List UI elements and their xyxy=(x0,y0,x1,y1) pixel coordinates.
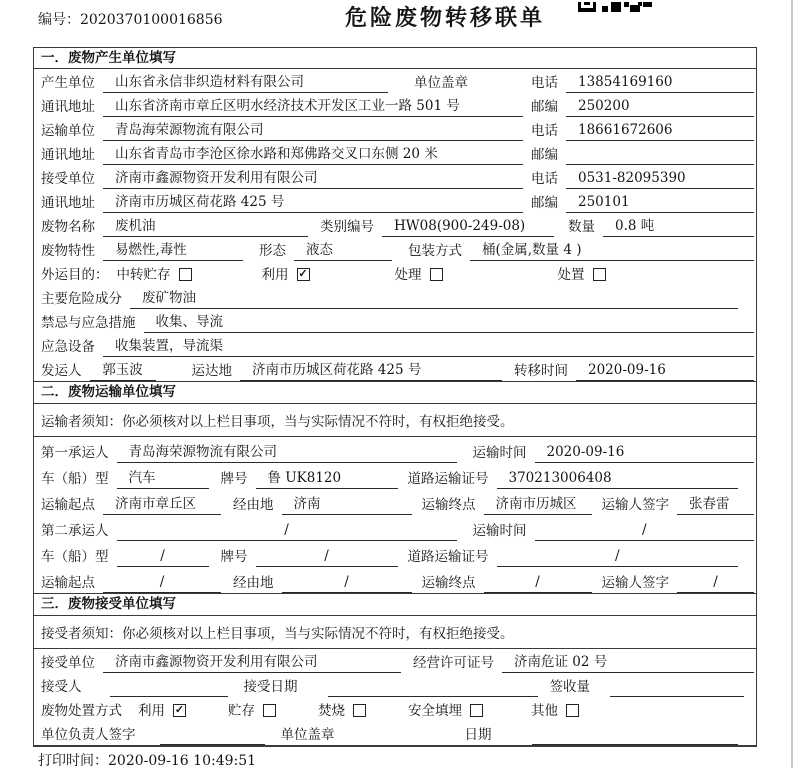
responsible-sign-value xyxy=(160,742,265,745)
signed-amount-label: 签收量 xyxy=(549,679,590,695)
manifest-form xyxy=(33,47,757,747)
emergency-equipment-row xyxy=(34,333,756,357)
form-value: 液态 xyxy=(294,238,392,261)
origin2-value: / xyxy=(103,574,221,593)
accept-date-label: 接受日期 xyxy=(243,679,298,695)
transport-time2-value: / xyxy=(535,522,755,541)
receiver-label: 接受单位 xyxy=(41,171,95,187)
first-carrier-row xyxy=(34,437,756,463)
category-code-label: 类别编号 xyxy=(320,219,374,235)
waste-character-label: 废物特性 xyxy=(41,243,95,259)
hazard-component-value: 废矿物油 xyxy=(130,286,738,309)
waste-character-row xyxy=(34,237,756,261)
road-permit1-value: 370213006408 xyxy=(497,470,739,489)
unit-seal2-label: 单位盖章 xyxy=(280,727,335,743)
shipper-row xyxy=(34,357,756,381)
disposal-incinerate-label: 焚烧 xyxy=(318,703,345,719)
waste-character-value: 易燃性,毒性 xyxy=(103,238,243,261)
emergency-equipment-label: 应急设备 xyxy=(41,339,95,355)
transport-time1-label: 运输时间 xyxy=(472,445,527,461)
hazard-component-row xyxy=(34,285,756,309)
origin1-label: 运输起点 xyxy=(41,497,95,513)
via2-value: / xyxy=(282,574,412,593)
accept-person-label: 接受人 xyxy=(41,679,82,695)
transporter-notice: 运输者须知：你必须核对以上栏目事项，当与实际情况不符时，有权拒绝接受。 xyxy=(34,404,756,437)
origin1-value: 济南市章丘区 xyxy=(103,492,221,515)
receiver-value: 济南市鑫源物资开发利用有限公司 xyxy=(103,166,523,189)
transporter-label: 运输单位 xyxy=(41,123,95,139)
packing-label: 包装方式 xyxy=(408,243,462,259)
origin2-label: 运输起点 xyxy=(41,575,95,591)
transport-time2-label: 运输时间 xyxy=(472,523,527,539)
destination-value: 济南市历城区荷花路 425 号 xyxy=(240,358,502,381)
section3-title: 三．废物接受单位填写 xyxy=(34,593,756,616)
end1-label: 运输终点 xyxy=(421,497,476,513)
second-carrier-value: / xyxy=(117,522,457,541)
transporter-row xyxy=(34,117,756,141)
plate2-label: 牌号 xyxy=(220,549,248,565)
taboo-measures-row xyxy=(34,309,756,333)
vehicle1-row xyxy=(34,463,756,489)
via1-value: 济南 xyxy=(282,492,412,515)
receiver-address-label: 通讯地址 xyxy=(41,195,95,211)
receiver-address-row xyxy=(34,189,756,213)
shipper-label: 发运人 xyxy=(41,363,82,379)
purpose-transfer-storage-checkbox xyxy=(179,268,192,281)
transporter-address-label: 通讯地址 xyxy=(41,147,95,163)
plate2-value: / xyxy=(256,548,398,567)
document-number xyxy=(38,9,223,29)
vehicle-type1-label: 车（船）型 xyxy=(41,471,109,487)
quantity-value: 0.8 吨 xyxy=(603,214,754,237)
transfer-time-value: 2020-09-16 xyxy=(576,362,754,381)
route2-row xyxy=(34,567,756,593)
emergency-equipment-value: 收集装置，导流渠 xyxy=(103,334,754,357)
quantity-label: 数量 xyxy=(568,219,595,235)
transporter-address-row xyxy=(34,141,756,165)
print-time xyxy=(38,750,256,768)
date-label: 日期 xyxy=(464,727,492,743)
carrier-sign1-value: 张春雷 xyxy=(677,492,754,515)
waste-name-value: 废机油 xyxy=(103,214,308,237)
carrier-sign2-label: 运输人签字 xyxy=(601,575,669,591)
license-label: 经营许可证号 xyxy=(413,655,494,671)
disposal-landfill-label: 安全填埋 xyxy=(408,703,462,719)
license-value: 济南危证 02 号 xyxy=(502,650,754,673)
taboo-measures-value: 收集、导流 xyxy=(144,310,755,333)
receiver-zip-value: 250101 xyxy=(566,194,754,213)
transporter-phone-label: 电话 xyxy=(531,123,558,139)
receiver-address-value: 济南市历城区荷花路 425 号 xyxy=(103,190,523,213)
receiver-phone-label: 电话 xyxy=(531,171,558,187)
responsible-sign-row xyxy=(34,721,756,745)
second-carrier-row xyxy=(34,515,756,541)
qr-code-icon xyxy=(578,0,652,16)
producer-zip-label: 邮编 xyxy=(531,99,558,115)
transporter-value: 青岛海荣源物流有限公司 xyxy=(103,118,523,141)
transport-time1-value: 2020-09-16 xyxy=(535,444,755,463)
purpose-dispose-checkbox xyxy=(593,268,606,281)
responsible-sign-label: 单位负责人签字 xyxy=(41,727,136,743)
hazard-component-label: 主要危险成分 xyxy=(41,291,122,307)
purpose-transfer-storage-label: 中转贮存 xyxy=(116,267,171,283)
date-value xyxy=(532,742,739,745)
vehicle-type2-label: 车（船）型 xyxy=(41,549,109,565)
transporter-zip-label: 邮编 xyxy=(531,147,558,163)
disposal-method-label: 废物处置方式 xyxy=(41,703,122,719)
producer-address-label: 通讯地址 xyxy=(41,99,95,115)
waste-name-label: 废物名称 xyxy=(41,219,95,235)
producer-phone-label: 电话 xyxy=(531,75,558,91)
packing-value: 桶(金属,数量 4 ) xyxy=(470,238,754,261)
disposal-method-row xyxy=(34,697,756,721)
unit-seal-label: 单位盖章 xyxy=(414,75,468,91)
destination-label: 运达地 xyxy=(191,363,232,379)
section1-title: 一．废物产生单位填写 xyxy=(34,48,756,69)
first-carrier-value: 青岛海荣源物流有限公司 xyxy=(117,440,457,463)
accept-unit-value: 济南市鑫源物资开发利用有限公司 xyxy=(103,650,401,673)
via1-label: 经由地 xyxy=(233,497,274,513)
via2-label: 经由地 xyxy=(233,575,274,591)
disposal-other-checkbox xyxy=(566,704,579,717)
producer-zip-value: 250200 xyxy=(566,98,754,117)
accept-person-value xyxy=(110,694,228,697)
document-number-label: 编号： xyxy=(38,12,80,28)
producer-row xyxy=(34,69,756,93)
vehicle-type2-value: / xyxy=(117,548,209,567)
producer-phone-value: 13854169160 xyxy=(566,74,754,93)
disposal-incinerate-checkbox xyxy=(353,704,366,717)
category-code-value: HW08(900-249-08) xyxy=(382,218,554,237)
accept-person-row xyxy=(34,673,756,697)
purpose-row xyxy=(34,261,756,285)
document-number-value: 2020370100016856 xyxy=(80,12,223,28)
road-permit2-label: 道路运输证号 xyxy=(407,549,489,565)
disposal-store-label: 贮存 xyxy=(228,703,255,719)
accept-date-value xyxy=(328,694,538,697)
purpose-dispose-label: 处置 xyxy=(557,267,585,283)
disposal-utilize-checkbox: ✓ xyxy=(174,703,185,716)
purpose-utilize-checkbox: ✓ xyxy=(298,267,308,280)
taboo-measures-label: 禁忌与应急措施 xyxy=(41,315,136,331)
vehicle2-row xyxy=(34,541,756,567)
transporter-phone-value: 18661672606 xyxy=(566,122,754,141)
receiver-notice: 接受者须知：你必须核对以上栏目事项，当与实际情况不符时，有权拒绝接受。 xyxy=(34,616,756,649)
receiver-zip-label: 邮编 xyxy=(531,195,558,211)
producer-value: 山东省永信非织造材料有限公司 xyxy=(103,70,388,93)
receiver-row xyxy=(34,165,756,189)
page-title: 危险废物转移联单 xyxy=(344,6,545,31)
first-carrier-label: 第一承运人 xyxy=(41,445,109,461)
end2-value: / xyxy=(484,574,592,593)
print-time-value: 2020-09-16 10:49:51 xyxy=(108,753,257,768)
section2-title: 二．废物运输单位填写 xyxy=(34,381,756,404)
print-time-label: 打印时间： xyxy=(38,753,108,768)
transfer-time-label: 转移时间 xyxy=(514,363,568,379)
accept-unit-row xyxy=(34,649,756,673)
carrier-sign2-value: / xyxy=(677,574,754,593)
vehicle-type1-value: 汽车 xyxy=(117,466,209,489)
carrier-sign1-label: 运输人签字 xyxy=(601,497,669,513)
shipper-value: 郭玉波 xyxy=(90,358,156,381)
accept-unit-label: 接受单位 xyxy=(41,655,95,671)
waste-name-row xyxy=(34,213,756,237)
disposal-landfill-checkbox xyxy=(470,704,483,717)
plate1-label: 牌号 xyxy=(220,471,248,487)
end1-value: 济南市历城区 xyxy=(484,492,592,515)
route1-row xyxy=(34,489,756,515)
producer-address-row xyxy=(34,93,756,117)
form-label: 形态 xyxy=(259,243,286,259)
second-carrier-label: 第二承运人 xyxy=(41,523,109,539)
receiver-phone-value: 0531-82095390 xyxy=(566,170,754,189)
transporter-address-value: 山东省青岛市李沧区徐水路和郑佛路交叉口东侧 20 米 xyxy=(103,142,523,165)
signed-amount-value xyxy=(610,694,744,697)
transporter-zip-value xyxy=(566,162,754,165)
producer-address-value: 山东省济南市章丘区明水经济技术开发区工业一路 501 号 xyxy=(103,94,523,117)
purpose-treat-checkbox xyxy=(430,268,443,281)
disposal-utilize-label: 利用 xyxy=(138,703,165,719)
purpose-label: 外运目的： xyxy=(41,267,109,283)
plate1-value: 鲁 UK8120 xyxy=(256,466,398,489)
disposal-other-label: 其他 xyxy=(531,703,558,719)
purpose-treat-label: 处理 xyxy=(394,267,422,283)
purpose-utilize-label: 利用 xyxy=(261,267,289,283)
end2-label: 运输终点 xyxy=(421,575,476,591)
road-permit2-value: / xyxy=(497,548,739,567)
page-edge-divider xyxy=(791,0,793,768)
disposal-store-checkbox xyxy=(263,704,276,717)
producer-label: 产生单位 xyxy=(41,75,95,91)
road-permit1-label: 道路运输证号 xyxy=(407,471,489,487)
